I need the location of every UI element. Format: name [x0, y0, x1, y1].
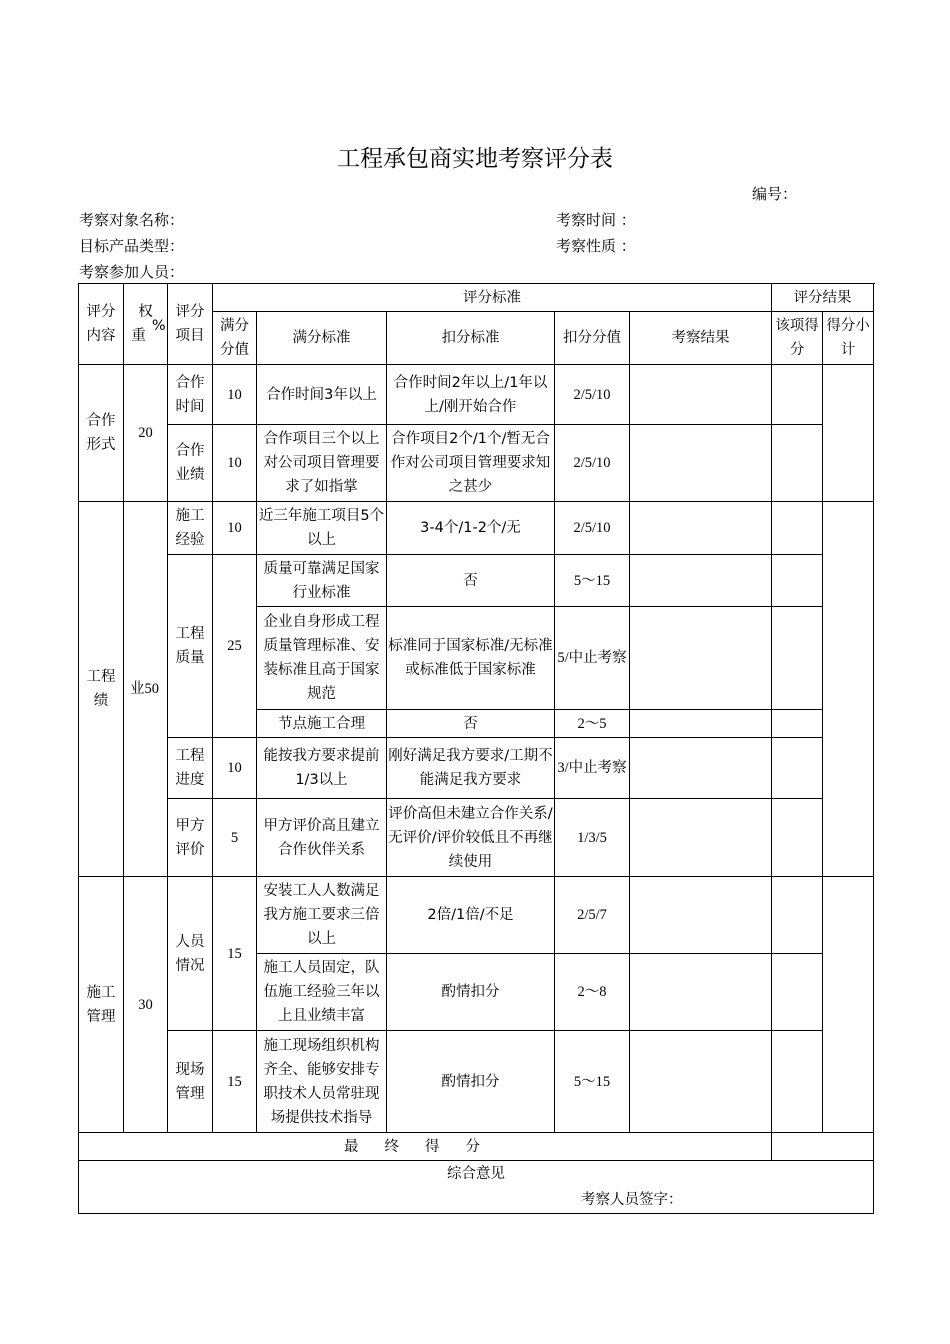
- row-deduct-standard: 酌情扣分: [387, 954, 555, 1031]
- row-deduct-standard: 否: [387, 555, 555, 607]
- header-deduct-value: 扣分分值: [555, 312, 630, 365]
- table-row: [79, 365, 874, 425]
- row-item: 合作业绩: [168, 425, 213, 502]
- subtotal-cell[interactable]: [823, 502, 874, 877]
- score-table: [78, 283, 874, 1214]
- header-item: 评分项目: [168, 284, 213, 365]
- row-deduct-value: 5/中止考察: [555, 607, 630, 710]
- row-item: 工程进度: [168, 738, 213, 799]
- header-content: 评分内容: [79, 284, 124, 365]
- inspect-result-cell[interactable]: [630, 710, 772, 738]
- row-full-value: 15: [213, 1031, 257, 1133]
- item-score-cell[interactable]: [772, 502, 823, 555]
- row-full-standard: 近三年施工项目5个以上: [257, 502, 387, 555]
- inspect-result-cell[interactable]: [630, 425, 772, 502]
- final-score-label: 最终得分: [79, 1133, 772, 1161]
- row-full-standard: 能按我方要求提前1/3以上: [257, 738, 387, 799]
- row-deduct-standard: 否: [387, 710, 555, 738]
- target-name-label: 考察对象名称：: [79, 211, 185, 229]
- item-score-cell[interactable]: [772, 1031, 823, 1133]
- row-full-standard: 施工现场组织机构齐全、能够安排专职技术人员常驻现场提供技术指导: [257, 1031, 387, 1133]
- opinion-cell[interactable]: [79, 1161, 874, 1214]
- row-deduct-standard: 合作项目2个/1个/暂无合作对公司项目管理要求知之甚少: [387, 425, 555, 502]
- page-title: 工程承包商实地考察评分表: [337, 146, 613, 172]
- inspect-result-cell[interactable]: [630, 1031, 772, 1133]
- product-type-label: 目标产品类型：: [79, 237, 185, 255]
- inspect-result-cell[interactable]: [630, 799, 772, 877]
- row-deduct-standard: 3-4个/1-2个/无: [387, 502, 555, 555]
- row-full-value: 10: [213, 502, 257, 555]
- header-weight: 权重%: [124, 284, 168, 365]
- item-score-cell[interactable]: [772, 954, 823, 1031]
- row-deduct-value: 2/5/10: [555, 502, 630, 555]
- inspect-result-cell[interactable]: [630, 555, 772, 607]
- group-name: 施工管理: [79, 877, 124, 1133]
- subtotal-cell[interactable]: [823, 877, 874, 1133]
- row-full-standard: 合作项目三个以上对公司项目管理要求了如指掌: [257, 425, 387, 502]
- table-row: [79, 425, 874, 502]
- row-deduct-value: 2/5/10: [555, 425, 630, 502]
- header-item-score: 该项得分: [772, 312, 823, 365]
- row-full-standard: 合作时间3年以上: [257, 365, 387, 425]
- header-full-value: 满分分值: [213, 312, 257, 365]
- header-deduct-standard: 扣分标准: [387, 312, 555, 365]
- row-item: 合作时间: [168, 365, 213, 425]
- row-full-value: 5: [213, 799, 257, 877]
- inspect-result-cell[interactable]: [630, 877, 772, 954]
- row-item: 现场管理: [168, 1031, 213, 1133]
- table-row: [79, 1031, 874, 1133]
- row-item: 人员情况: [168, 877, 213, 1031]
- table-row: [79, 738, 874, 799]
- table-row: [79, 555, 874, 607]
- row-full-standard: 安装工人人数满足我方施工要求三倍以上: [257, 877, 387, 954]
- row-deduct-value: 2～8: [555, 954, 630, 1031]
- row-deduct-standard: 酌情扣分: [387, 1031, 555, 1133]
- header-result-group: 评分结果: [772, 284, 874, 312]
- subtotal-cell[interactable]: [823, 365, 874, 502]
- group-weight: 30: [124, 877, 168, 1133]
- row-full-value: 25: [213, 555, 257, 738]
- row-deduct-value: 1/3/5: [555, 799, 630, 877]
- inspection-nature-label: 考察性质 ：: [556, 237, 636, 255]
- row-full-standard: 甲方评价高且建立合作伙伴关系: [257, 799, 387, 877]
- row-full-value: 15: [213, 877, 257, 1031]
- item-score-cell[interactable]: [772, 607, 823, 710]
- row-item: 施工经验: [168, 502, 213, 555]
- row-full-value: 10: [213, 738, 257, 799]
- row-item: 甲方评价: [168, 799, 213, 877]
- row-full-standard: 节点施工合理: [257, 710, 387, 738]
- inspect-result-cell[interactable]: [630, 607, 772, 710]
- group-weight: 业50: [124, 502, 168, 877]
- header-row-1: [79, 284, 874, 312]
- group-name-suffix: 业: [130, 681, 145, 697]
- row-deduct-standard: 标准同于国家标准/无标准或标准低于国家标准: [387, 607, 555, 710]
- header-subtotal: 得分小计: [823, 312, 874, 365]
- table-row: [79, 799, 874, 877]
- row-deduct-value: 3/中止考察: [555, 738, 630, 799]
- final-score-cell[interactable]: [772, 1133, 874, 1161]
- group-weight: 20: [124, 365, 168, 502]
- row-deduct-value: 2/5/10: [555, 365, 630, 425]
- item-score-cell[interactable]: [772, 799, 823, 877]
- item-score-cell[interactable]: [772, 877, 823, 954]
- table-row: [79, 877, 874, 954]
- inspect-result-cell[interactable]: [630, 365, 772, 425]
- final-score-row: [79, 1133, 874, 1161]
- row-full-value: 10: [213, 365, 257, 425]
- row-item: 工程质量: [168, 555, 213, 738]
- row-deduct-standard: 合作时间2年以上/1年以上/刚开始合作: [387, 365, 555, 425]
- group-name: 合作形式: [79, 365, 124, 502]
- header-full-standard: 满分标准: [257, 312, 387, 365]
- header-standard-group: 评分标准: [213, 284, 772, 312]
- row-full-standard: 企业自身形成工程质量管理标准、安装标准且高于国家规范: [257, 607, 387, 710]
- opinion-label: 综合意见: [447, 1166, 506, 1182]
- item-score-cell[interactable]: [772, 738, 823, 799]
- table-row: [79, 502, 874, 555]
- opinion-row: [79, 1161, 874, 1214]
- header-inspect-result: 考察结果: [630, 312, 772, 365]
- item-score-cell[interactable]: [772, 425, 823, 502]
- row-deduct-value: 5～15: [555, 555, 630, 607]
- row-deduct-standard: 刚好满足我方要求/工期不能满足我方要求: [387, 738, 555, 799]
- row-deduct-standard: 评价高但未建立合作关系/无评价/评价较低且不再继续使用: [387, 799, 555, 877]
- participants-label: 考察参加人员：: [79, 263, 185, 281]
- inspect-result-cell[interactable]: [630, 738, 772, 799]
- row-deduct-value: 2～5: [555, 710, 630, 738]
- group-name: 工程绩: [79, 502, 124, 877]
- inspect-result-cell[interactable]: [630, 502, 772, 555]
- row-deduct-value: 5～15: [555, 1031, 630, 1133]
- row-deduct-standard: 2倍/1倍/不足: [387, 877, 555, 954]
- signature-label: 考察人员签字：: [581, 1192, 683, 1208]
- inspect-result-cell[interactable]: [630, 954, 772, 1031]
- item-score-cell[interactable]: [772, 555, 823, 607]
- row-deduct-value: 2/5/7: [555, 877, 630, 954]
- row-full-value: 10: [213, 425, 257, 502]
- item-score-cell[interactable]: [772, 710, 823, 738]
- row-full-standard: 施工人员固定，队伍施工经验三年以上且业绩丰富: [257, 954, 387, 1031]
- item-score-cell[interactable]: [772, 365, 823, 425]
- row-full-standard: 质量可靠满足国家行业标准: [257, 555, 387, 607]
- serial-number-label: 编号：: [752, 185, 798, 203]
- inspection-time-label: 考察时间 ：: [556, 211, 636, 229]
